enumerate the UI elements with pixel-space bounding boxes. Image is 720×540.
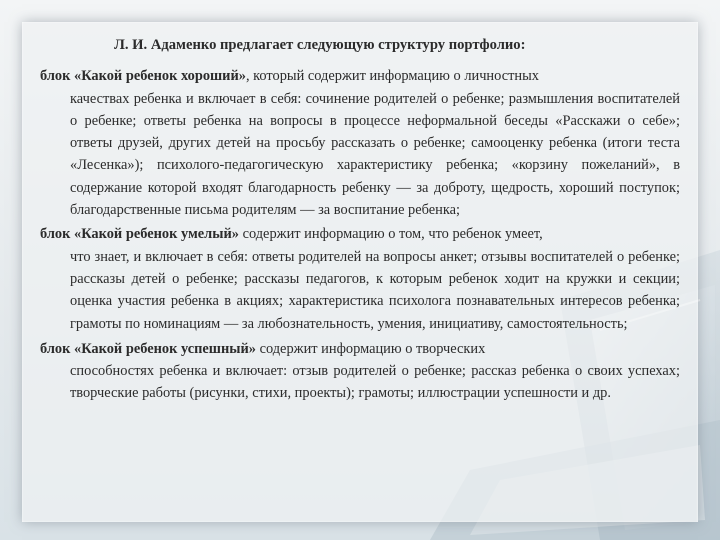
- block-first-line: [40, 223, 680, 245]
- block-good-child: [40, 65, 680, 221]
- portfolio-text: [40, 30, 680, 405]
- block-body: качествах ребенка и включает в себя: сочинение родителей о ребенке; размышления воспитателей о ребенке; ответы ребенка на вопросы в процессе неформальной беседы «Расскажи о себе»; ответы друзей, других детей на просьбу рассказать о ребенке; самооценку ребенка (итоги теста «Лесенка»); психолого-педагогическую характеристику ребенка; «корзину пожеланий», в содержание которой входят благодарность ребенку — за доброту, щедрость, хороший поступок; благодарственные письма родителям — за воспитание ребенка;: [70, 90, 680, 219]
- block-first-line-tail: содержит информацию о творческих: [255, 340, 486, 357]
- block-body: что знает, и включает в себя: ответы родителей на вопросы анкет; отзывы воспитателей о ребенке; рассказы детей о ребенке; рассказы педагогов, к которым ребенок ходит на кружки и секции; оценка участия ребенка в акциях; характеристика психолога познавательных интересов ребенка; грамоты по номинациям — за любознательность, умения, инициативу, самостоятельность;: [70, 248, 680, 332]
- block-first-line: [40, 65, 680, 87]
- block-first-line: [40, 338, 680, 360]
- block-body: способностях ребенка и включает: отзыв родителей о ребенке; рассказ ребенка о своих успехах; творческие работы (рисунки, стихи, проекты); грамоты; иллюстрации успешности и др.: [70, 363, 680, 402]
- block-first-line-tail: , который содержит информацию о личностных: [245, 68, 539, 85]
- heading: Л. И. Адаменко предлагает следующую структуру портфолио:: [114, 37, 526, 53]
- block-title: блок «Какой ребенок хороший»: [40, 68, 246, 85]
- block-title: блок «Какой ребенок успешный»: [40, 340, 256, 357]
- block-skilled-child: [40, 223, 680, 334]
- block-successful-child: [40, 338, 680, 405]
- block-first-line-tail: содержит информацию о том, что ребенок умеет,: [238, 226, 543, 243]
- block-title: блок «Какой ребенок умелый»: [40, 226, 239, 243]
